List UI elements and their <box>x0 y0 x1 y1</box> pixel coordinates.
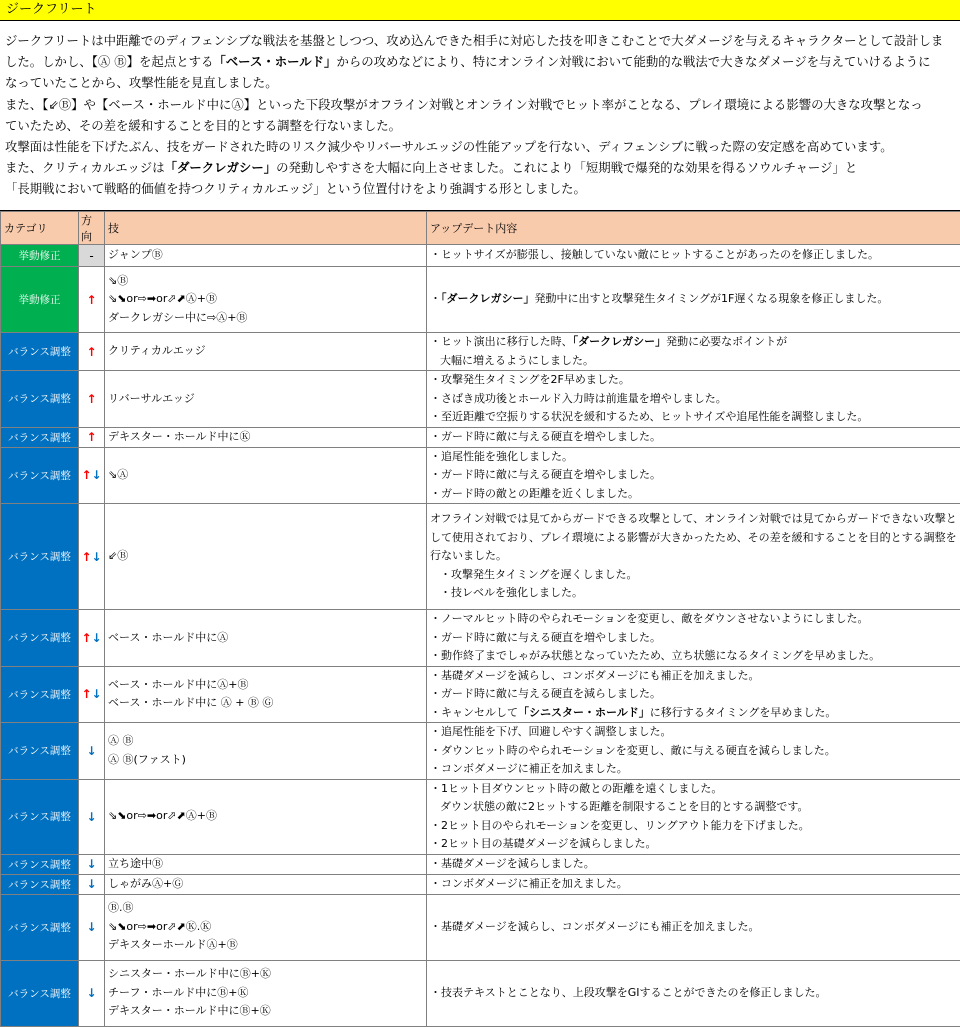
update-line: ・2ヒット目のやられモーションを変更し、リングアウト能力を下げました。 <box>430 817 957 836</box>
table-row <box>1 447 960 504</box>
table-row <box>1 610 960 667</box>
down-arrow-icon: ↓ <box>86 986 96 1000</box>
move-cell <box>105 371 427 428</box>
move-cell <box>105 447 427 504</box>
update-line: オフライン対戦では見てからガードできる攻撃として、オンライン対戦では見てからガードできない攻撃として使用されており、プレイ環境による影響が大きかったため、その差を緩和することを目的とする調整を行ないました。 <box>430 510 957 566</box>
move-line: デキスターホールドⒶ+Ⓑ <box>108 936 423 955</box>
header-update: アップデート内容 <box>427 212 960 245</box>
move-cell <box>105 245 427 267</box>
update-cell <box>427 960 960 1026</box>
move-line: ベース・ホールド中に Ⓐ + Ⓑ Ⓖ <box>108 694 423 713</box>
move-cell <box>105 723 427 780</box>
intro-line: した。しかし、【Ⓐ Ⓑ】を起点とする「ベース・ホールド」からの攻めなどにより、特にオンライン対戦において能動的な戦法で大きなダメージを与えていけるように <box>5 51 956 72</box>
down-arrow-icon: ↓ <box>86 744 96 758</box>
intro-line: また、クリティカルエッジは「ダークレガシー」の発動しやすさを大幅に向上させました。これにより「短期戦で爆発的な効果を得るソウルチャージ」と <box>5 157 956 178</box>
direction-cell <box>79 723 105 780</box>
header-direction: 方向 <box>79 212 105 245</box>
update-cell <box>427 447 960 504</box>
move-line: ⇘Ⓐ <box>108 466 423 485</box>
direction-cell <box>79 779 105 854</box>
up-arrow-icon: ↑ <box>81 550 91 564</box>
move-cell <box>105 854 427 874</box>
update-line: ・動作終了までしゃがみ状態となっていたため、立ち状態になるタイミングを早めました。 <box>430 647 957 666</box>
update-line: 大幅に増えるようにしました。 <box>430 352 957 371</box>
table-row <box>1 333 960 371</box>
move-line: ⇘Ⓑ <box>108 272 423 291</box>
update-line: ・1ヒット目ダウンヒット時の敵との距離を遠くしました。 <box>430 780 957 799</box>
update-line: ・ノーマルヒット時のやられモーションを変更し、敵をダウンさせないようにしました。 <box>430 610 957 629</box>
move-line: チーフ・ホールド中にⒷ+Ⓚ <box>108 984 423 1003</box>
move-line: Ⓐ Ⓑ(ファスト) <box>108 751 423 770</box>
update-line: ・「ダークレガシー」発動中に出すと攻撃発生タイミングが1F遅くなる現象を修正しました。 <box>430 290 957 309</box>
category-cell: バランス調整 <box>1 894 79 960</box>
update-cell <box>427 723 960 780</box>
move-cell <box>105 267 427 333</box>
update-cell <box>427 333 960 371</box>
up-arrow-icon: ↑ <box>81 631 91 645</box>
down-arrow-icon: ↓ <box>86 920 96 934</box>
table-row <box>1 960 960 1026</box>
update-cell <box>427 854 960 874</box>
category-cell: バランス調整 <box>1 854 79 874</box>
update-line: ・基礎ダメージを減らし、コンボダメージにも補正を加えました。 <box>430 918 957 937</box>
move-cell <box>105 894 427 960</box>
direction-cell <box>79 267 105 333</box>
update-line: ・コンボダメージに補正を加えました。 <box>430 875 957 894</box>
move-cell <box>105 666 427 723</box>
update-line: ・2ヒット目の基礎ダメージを減らしました。 <box>430 835 957 854</box>
category-cell: バランス調整 <box>1 504 79 610</box>
table-row <box>1 894 960 960</box>
down-arrow-icon: ↓ <box>86 810 96 824</box>
direction-cell <box>79 427 105 447</box>
move-line: リバーサルエッジ <box>108 390 423 409</box>
table-row <box>1 427 960 447</box>
table-row <box>1 504 960 610</box>
direction-cell <box>79 504 105 610</box>
category-cell: バランス調整 <box>1 666 79 723</box>
update-line: ・ダウンヒット時のやられモーションを変更し、敵に与える硬直を減らしました。 <box>430 742 957 761</box>
up-arrow-icon: ↑ <box>86 293 96 307</box>
update-line: ・攻撃発生タイミングを遅くしました。 <box>430 566 957 585</box>
up-arrow-icon: ↑ <box>86 392 96 406</box>
header-move: 技 <box>105 212 427 245</box>
move-line: しゃがみⒶ+Ⓖ <box>108 875 423 894</box>
down-arrow-icon: ↓ <box>86 857 96 871</box>
move-line: ⇘⬊or⇨➡or⬀⬈Ⓐ+Ⓑ <box>108 807 423 826</box>
move-cell <box>105 427 427 447</box>
category-cell: バランス調整 <box>1 723 79 780</box>
intro-line: ていたため、その差を緩和することを目的とする調整を行ないました。 <box>5 115 956 136</box>
direction-cell: - <box>79 245 105 267</box>
update-cell <box>427 371 960 428</box>
update-cell <box>427 427 960 447</box>
update-line: ・ガード時に敵に与える硬直を増やしました。 <box>430 466 957 485</box>
direction-cell <box>79 874 105 894</box>
direction-cell <box>79 666 105 723</box>
update-line: ・追尾性能を下げ、回避しやすく調整しました。 <box>430 723 957 742</box>
update-line: ・コンボダメージに補正を加えました。 <box>430 760 957 779</box>
table-row <box>1 371 960 428</box>
intro-line: 「長期戦において戦略的価値を持つクリティカルエッジ」という位置付けをより強調する形としました。 <box>5 178 956 199</box>
table-row <box>1 874 960 894</box>
move-cell <box>105 874 427 894</box>
update-line: ダウン状態の敵に2ヒットする距離を制限することを目的とする調整です。 <box>430 798 957 817</box>
table-row <box>1 267 960 333</box>
header-category: カテゴリ <box>1 212 79 245</box>
down-arrow-icon: ↓ <box>92 631 102 645</box>
category-cell: バランス調整 <box>1 779 79 854</box>
category-cell: バランス調整 <box>1 874 79 894</box>
update-line: ・ガード時の敵との距離を近くしました。 <box>430 485 957 504</box>
update-line: ・さばき成功後とホールド入力時は前進量を増やしました。 <box>430 390 957 409</box>
move-line: Ⓑ.Ⓑ <box>108 899 423 918</box>
direction-cell <box>79 610 105 667</box>
update-cell <box>427 874 960 894</box>
category-cell: 挙動修正 <box>1 245 79 267</box>
move-cell <box>105 610 427 667</box>
move-line: 立ち途中Ⓑ <box>108 855 423 874</box>
update-cell <box>427 610 960 667</box>
up-arrow-icon: ↑ <box>86 430 96 444</box>
up-arrow-icon: ↑ <box>86 345 96 359</box>
category-cell: バランス調整 <box>1 371 79 428</box>
move-line: ⇙Ⓑ <box>108 547 423 566</box>
update-line: ・ガード時に敵に与える硬直を増やしました。 <box>430 629 957 648</box>
category-cell: 挙動修正 <box>1 267 79 333</box>
update-line: ・技表テキストとことなり、上段攻撃をGIすることができたのを修正しました。 <box>430 984 957 1003</box>
category-cell: バランス調整 <box>1 427 79 447</box>
move-line: ベース・ホールド中にⒶ+Ⓑ <box>108 676 423 695</box>
update-cell <box>427 894 960 960</box>
category-cell: バランス調整 <box>1 447 79 504</box>
down-arrow-icon: ↓ <box>92 687 102 701</box>
direction-cell <box>79 854 105 874</box>
move-line: デキスター・ホールド中にⓀ <box>108 428 423 447</box>
move-cell <box>105 960 427 1026</box>
table-row <box>1 666 960 723</box>
direction-cell <box>79 447 105 504</box>
move-line: ⇘⬊or⇨➡or⬀⬈Ⓐ+Ⓑ <box>108 290 423 309</box>
move-line: シニスター・ホールド中にⒷ+Ⓚ <box>108 965 423 984</box>
update-table <box>0 211 960 1027</box>
update-line: ・技レベルを強化しました。 <box>430 584 957 603</box>
move-line: ダークレガシー中に⇨Ⓐ+Ⓑ <box>108 309 423 328</box>
update-line: ・ヒットサイズが膨張し、接触していない敵にヒットすることがあったのを修正しました。 <box>430 246 957 265</box>
update-line: ・至近距離で空振りする状況を緩和するため、ヒットサイズや追尾性能を調整しました。 <box>430 408 957 427</box>
update-cell <box>427 267 960 333</box>
update-line: ・キャンセルして「シニスター・ホールド」に移行するタイミングを早めました。 <box>430 704 957 723</box>
direction-cell <box>79 894 105 960</box>
move-cell <box>105 333 427 371</box>
update-line: ・ガード時に敵に与える硬直を減らしました。 <box>430 685 957 704</box>
move-line: ⇘⬊or⇨➡or⬀⬈Ⓚ.Ⓚ <box>108 918 423 937</box>
move-line: ベース・ホールド中にⒶ <box>108 629 423 648</box>
down-arrow-icon: ↓ <box>86 877 96 891</box>
update-line: ・追尾性能を強化しました。 <box>430 448 957 467</box>
table-row <box>1 723 960 780</box>
update-line: ・ヒット演出に移行した時、「ダークレガシー」発動に必要なポイントが <box>430 333 957 352</box>
down-arrow-icon: ↓ <box>92 550 102 564</box>
direction-cell <box>79 333 105 371</box>
up-arrow-icon: ↑ <box>81 468 91 482</box>
direction-cell <box>79 371 105 428</box>
category-cell: バランス調整 <box>1 333 79 371</box>
move-line: クリティカルエッジ <box>108 342 423 361</box>
update-line: ・ガード時に敵に与える硬直を増やしました。 <box>430 428 957 447</box>
move-line: デキスター・ホールド中にⒷ+Ⓚ <box>108 1002 423 1021</box>
table-header-row <box>1 212 960 245</box>
intro-line: また、【⇙Ⓑ】や【ベース・ホールド中にⒶ】といった下段攻撃がオフライン対戦とオンライン対戦でヒット率がことなる、プレイ環境による影響の大きな攻撃となっ <box>5 94 956 115</box>
page-title: ジークフリート <box>0 0 960 21</box>
update-cell <box>427 666 960 723</box>
category-cell: バランス調整 <box>1 960 79 1026</box>
update-cell <box>427 504 960 610</box>
intro-line: ジークフリートは中距離でのディフェンシブな戦法を基盤としつつ、攻め込んできた相手に対応した技を叩きこむことで大ダメージを与えるキャラクターとして設計しま <box>5 30 956 51</box>
table-row <box>1 854 960 874</box>
up-arrow-icon: ↑ <box>81 687 91 701</box>
update-line: ・基礎ダメージを減らし、コンボダメージにも補正を加えました。 <box>430 667 957 686</box>
update-cell <box>427 779 960 854</box>
down-arrow-icon: ↓ <box>92 468 102 482</box>
table-row <box>1 245 960 267</box>
intro-line: なっていたことから、攻撃性能を見直しました。 <box>5 72 956 93</box>
table-row <box>1 779 960 854</box>
direction-cell <box>79 960 105 1026</box>
intro-text <box>0 21 960 211</box>
update-line: ・基礎ダメージを減らしました。 <box>430 855 957 874</box>
move-line: Ⓐ Ⓑ <box>108 732 423 751</box>
intro-line: 攻撃面は性能を下げたぶん、技をガードされた時のリスク減少やリバーサルエッジの性能アップを行ない、ディフェンシブに戦った際の安定感を高めています。 <box>5 136 956 157</box>
move-line: ジャンプⒷ <box>108 246 423 265</box>
update-line: ・攻撃発生タイミングを2F早めました。 <box>430 371 957 390</box>
update-cell <box>427 245 960 267</box>
category-cell: バランス調整 <box>1 610 79 667</box>
move-cell <box>105 779 427 854</box>
move-cell <box>105 504 427 610</box>
